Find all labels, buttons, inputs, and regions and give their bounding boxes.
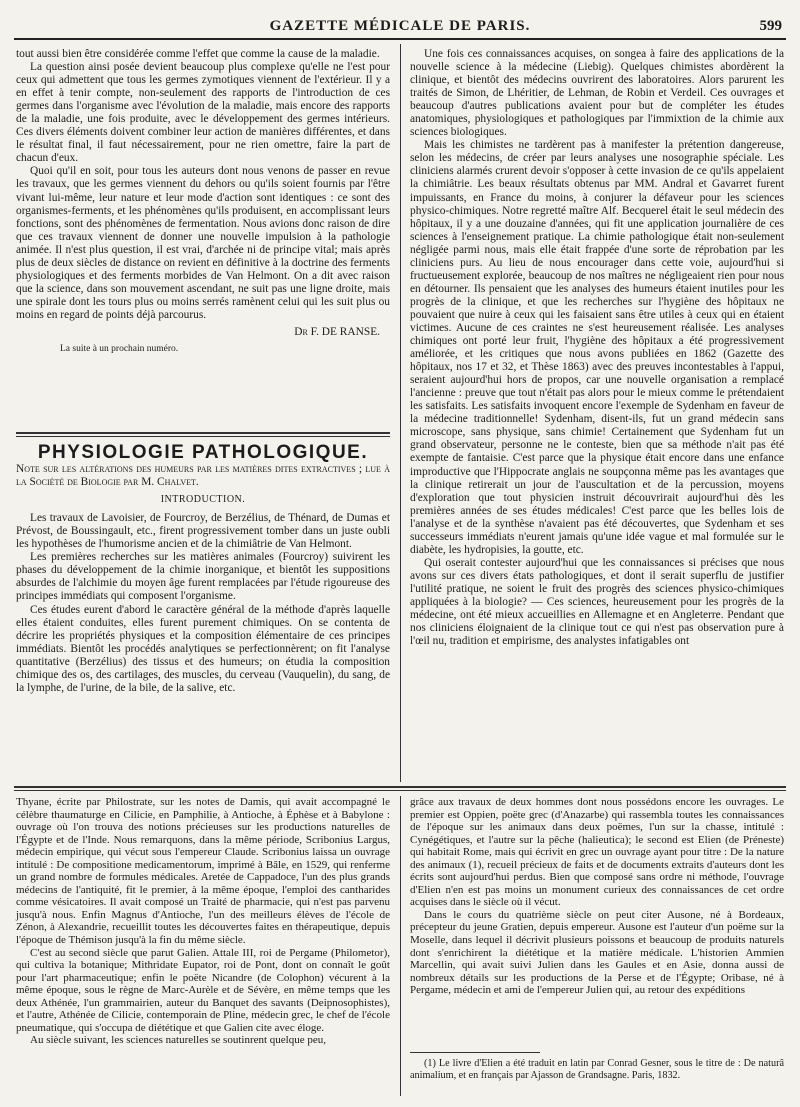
column-rule	[400, 44, 401, 782]
article-note: Note sur les altérations des humeurs par les matières dites extractives ; lue à la Société de Biologie par M. Chalvet.	[16, 463, 390, 489]
lower-left-column	[16, 442, 390, 695]
footnote-text: (1) Le livre d'Elien a été traduit en latin par Conrad Gesner, sous le titre de : De naturâ animalium, et en français par Ajasson de Grandsagne. Paris, 1832.	[410, 1058, 784, 1081]
paragraph: La question ainsi posée devient beaucoup plus complexe qu'elle ne l'est pour ceux qui admettent que tous les germes zymotiques viennent de l'extérieur. Il y a en effet à tenir compte, non-seulement des rapports de l'introduction de ces germes dans l'organisme avec l'évolution de la maladie, mais encore des rapports de la maladie, une fois produite, avec le développement des germes intérieurs. Ces divers éléments doivent combiner leur action de manières différentes, et dans le résultat final, il faut nécessairement, pour ne rien omettre, faire la part de chacun d'eux.	[16, 61, 390, 165]
footnote	[410, 1058, 784, 1082]
paragraph: Thyane, écrite par Philostrate, sur les notes de Damis, qui avait accompagné le célèbre thaumaturge en Cilicie, en Pamphilie, à Antioche, à Éphèse et à Babylone : ouvrage où l'on trouva des notions précieuses sur les productions naturelles de l'Égypte et de l'Inde. Nous remarquons, dans la même période, Scribonius Largus, médecin empirique, qui vécut sous l'empereur Claude. Scribonius laissa un ouvrage intitulé : De compositione medicamentorum, imprimé à Bâle, en 1529, qui renferme un grand nombre de formules médicales. Aretée de Cappadoce, l'un des plus grands médecins de l'antiquité, fit le premier, à la même époque, l'emploi des cantharides comme vésicatoires. Il avait composé un Traité de pharmacie, qui n'est pas parvenu jusqu'à nous. Enfin Magnus d'Antioche, l'un des meilleurs élèves de l'école de Zénon, à Alexandrie, recueillit toutes les découvertes faites en thérapeutique, depuis l'époque de Thémison jusqu'à la fin du même siècle.	[16, 796, 390, 947]
paragraph: Les travaux de Lavoisier, de Fourcroy, de Berzélius, de Thénard, de Dumas et Prévost, de Boussingault, etc., firent progressivement tomber dans un juste oubli les hypothèses de l'humorisme ancien et de la chimiâtrie de Van Helmont.	[16, 512, 390, 551]
footnote-rule	[410, 1052, 540, 1053]
page-header	[14, 10, 786, 40]
section-divider-thin	[16, 436, 390, 437]
feuilleton-right-column	[410, 796, 784, 997]
paragraph: Au siècle suivant, les sciences naturelles se soutinrent quelque peu,	[30, 1034, 326, 1047]
paragraph: Les premières recherches sur les matières animales (Fourcroy) suivirent les phases du développement de la chimie inorganique, et bientôt les suppositions absurdes de l'alchimie du moyen âge furent remplacées par l'étude rigoureuse des principes immédiats qui composent l'organisme.	[16, 551, 390, 603]
feuilleton-column-rule	[400, 796, 401, 1096]
paragraph: grâce aux travaux de deux hommes dont nous possédons encore les ouvrages. Le premier est Oppien, poëte grec (d'Anazarbe) qui rassembla toutes les connaissances de l'époque sur les animaux dans deux poëmes, l'un sur la chasse, intitulé : Cynégétiques, et l'autre sur la pêche (halieutica); le second est Elien (de Préneste) qui habitait Rome, mais qui écrivit en grec un ouvrage ayant pour titre : De la nature des animaux (1), recueil précieux de faits et de documents extraits d'auteurs dont les écrits sont aujourd'hui perdus. Bien que composé sans ordre ni méthode, l'ouvrage d'Elien n'en est pas moins un monument curieux des connaissances de cet ordre acquises dans le siècle où il vécut.	[410, 796, 784, 909]
paragraph: C'est au second siècle que parut Galien. Attale III, roi de Pergame (Philometor), qui cultiva la botanique; Mithridate Eupator, roi de Pont, dont on connaît le goût pour l'art pharmaceutique; enfin le poëte Nicandre (de Colophon) vécurent à la même époque, sous le règne de Marc-Aurèle et de Sévère, en même temps que les deux Athénée, l'un grammairien, auteur du Banquet des savants (Deipnosophistes), et l'autre, Athénée de Cilicie, contemporain de Pline, médecin grec, le chef de l'école pneumatique, qui s'occupa de diététique et que Galien cite avec éloge.	[16, 946, 390, 1034]
feuilleton-left-column	[16, 796, 390, 1047]
paragraph: Une fois ces connaissances acquises, on songea à faire des applications de la nouvelle science à la médecine (Liebig). Quelques chimistes abordèrent la clinique, et bientôt des médecins ouvrirent des laboratoires. Alors parurent les traités de Simon, de Lhéritier, de Lehman, de Robin et Verdeil. Ces ouvrages et beaucoup d'autres publications avaient pour but de compléter les études anatomiques, physiologiques et pathologiques par l'immixtion de la chimie aux sciences biologiques.	[410, 48, 784, 139]
section-divider	[16, 432, 390, 434]
paragraph: tout aussi bien être considérée comme l'effet que comme la cause de la maladie.	[16, 48, 380, 60]
feuilleton-divider	[14, 786, 786, 788]
feuilleton-divider-thin	[14, 790, 786, 791]
page-number: 599	[759, 18, 782, 34]
paragraph: Mais les chimistes ne tardèrent pas à manifester la prétention dangereuse, selon les médecins, de créer par leurs analyses une nosographie spéciale. Les cliniciens alarmés crurent devoir s'opposer à cette invasion de ce qu'ils appelaient la chimiâtrie. Les beaux résultats obtenus par MM. Andral et Gavarret furent impuissants, en France du moins, à conjurer la défaveur pour les sciences physico-chimiques. Notre regretté maître Alf. Becquerel était le seul médecin des hôpitaux, il y a une douzaine d'années, qui fit une application journalière de ces sciences à l'enseignement pratique. La chimie pathologique était non-seulement négligée parmi nous, mais elle était frappée d'une sorte de réprobation par les cliniciens purs. Au lieu de nous encourager dans cette voie, aujourd'hui si fructueusement explorée, beaucoup de nos maîtres ne négligeaient rien pour nous en détourner. Ils pensaient que les analyses des humeurs étaient inutiles pour les progrès de la clinique, et que les recherches sur l'hygiène des hôpitaux ne pouvaient que nuire à ceux qui les faisaient sans être utiles à ceux qui en étaient victimes. Aucune de ces craintes ne s'est heureusement réalisée. Les analyses chimiques ont porté leur fruit, l'hygiène des hôpitaux a été progressivement améliorée, et les critiques que nous avons publiées en 1862 (Gazette des hôpitaux, nos 17 et 32, et Thèse 1863) avec des preuves incontestables à l'appui, seraient aujourd'hui hors de propos, car une nouvelle organisation a remplacé l'ancienne : preuve que tout n'était pas alors pour le mieux comme le prétendaient les satisfaits. Les satisfaits invoquent encore l'exemple de Sydenham en faveur de la médecine traditionnelle! Sydenham, disent-ils, fut un grand médecin sans microscope, sans physique, sans chimie! Certainement que Sydenham fut un grand observateur, personne ne le conteste, bien que sa méthode n'ait pas été exempte de fantaisie. C'est parce que la physique était encore dans une enfance improductive que l'Hippocrate anglais ne soupçonna même pas les avantages que la clinique retirerait un jour de l'auscultation et de la percussion, moyens d'exploration que tout physicien instruit découvrirait aujourd'hui dès les premières années de ses études médicales! C'est parce que les belles lois de l'analyse et de la synthèse n'avaient pas été découvertes, que Sydenham et ses successeurs immédiats n'eurent jamais qu'une idée vague et mal formulée sur le diabète, les hydropisies, la goutte, etc.	[410, 139, 784, 556]
journal-title: GAZETTE MÉDICALE DE PARIS.	[269, 18, 531, 34]
section-title: PHYSIOLOGIE PATHOLOGIQUE.	[37, 442, 369, 463]
journal-page	[14, 10, 786, 1102]
upper-right-column	[410, 48, 784, 648]
article-signature: Dr F. DE RANSE.	[294, 325, 380, 338]
paragraph: Dans le cours du quatrième siècle on peut citer Ausone, né à Bordeaux, précepteur du jeune Gratien, depuis empereur. Ausone est l'auteur d'un poëme sur la Moselle, dans lequel il décrivit plusieurs poissons et beaucoup de produits naturels dont s'enrichirent la diététique et la matière médicale. L'historien Ammien Marcellin, qui avait suivi Julien dans les Gaules et en Asie, donna aussi de nombreux détails sur les productions de la Perse et de l'Égypte; Oribase, né à Pergame, médecin et ami de l'empereur Julien qui, au retour des expéditions	[410, 908, 784, 997]
continuation-note: La suite à un prochain numéro.	[60, 344, 179, 355]
upper-left-column	[16, 48, 390, 356]
paragraph: Quoi qu'il en soit, pour tous les auteurs dont nous venons de passer en revue les travaux, que les germes viennent du dehors ou qu'ils soient fournis par l'être vivant lui-même, leur nature et leur mode d'action sont identiques : ce sont des organismes-ferments, et les phénomènes qu'ils produisent, en accomplissant leurs fonctions, sont des phénomènes de fermentation. Nous avions donc raison de dire que ces travaux viennent de donner une nouvelle impulsion à la pathologie animée. Il n'est plus question, il est vrai, d'archée ni de principe vital; mais après plus de deux siècles de distance on revient en définitive à la doctrine des ferments physiologiques et des ferments morbides de Van Helmont. On a dit avec raison que la science, dans son mouvement ascendant, ne suit pas une ligne droite, mais une spirale dont les tours plus ou moins serrés ramènent celui qui les suit plus ou moins en regard de points déjà parcourus.	[16, 165, 390, 321]
paragraph: Ces études eurent d'abord le caractère général de la méthode d'après laquelle elles étaient conduites, elles furent purement chimiques. On se contenta de décrire les propriétés physiques et la composition élémentaire de ces principes immédiats. Bientôt les procédés analytiques se perfectionnèrent; on fit l'analyse quantitative (Berzélius) des tissus et des humeurs; on étudia la composition chimique des os, des cartilages, des muscles, du cerveau (Vauquelin), du sang, de la lymphe, de l'urine, de la bile, de la salive, etc.	[16, 603, 390, 694]
paragraph: Qui oserait contester aujourd'hui que les connaissances si précises que nous avons sur ces divers états pathologiques, et dont il serait superflu de justifier l'utilité pratique, ne soient le fruit des progrès des sciences physico-chimiques appliquées à la biologie? — Ces sciences, heureusement pour les progrès de la médecine, ont été mieux accueillies en Allemagne et en Angleterre. Pendant que nos cliniciens éloignaient de la clinique tout ce qui n'est pas observation pure à l'œil nu, tradition et empirisme, des analystes infatigables ont	[410, 556, 784, 648]
introduction-heading: INTRODUCTION.	[160, 494, 246, 506]
